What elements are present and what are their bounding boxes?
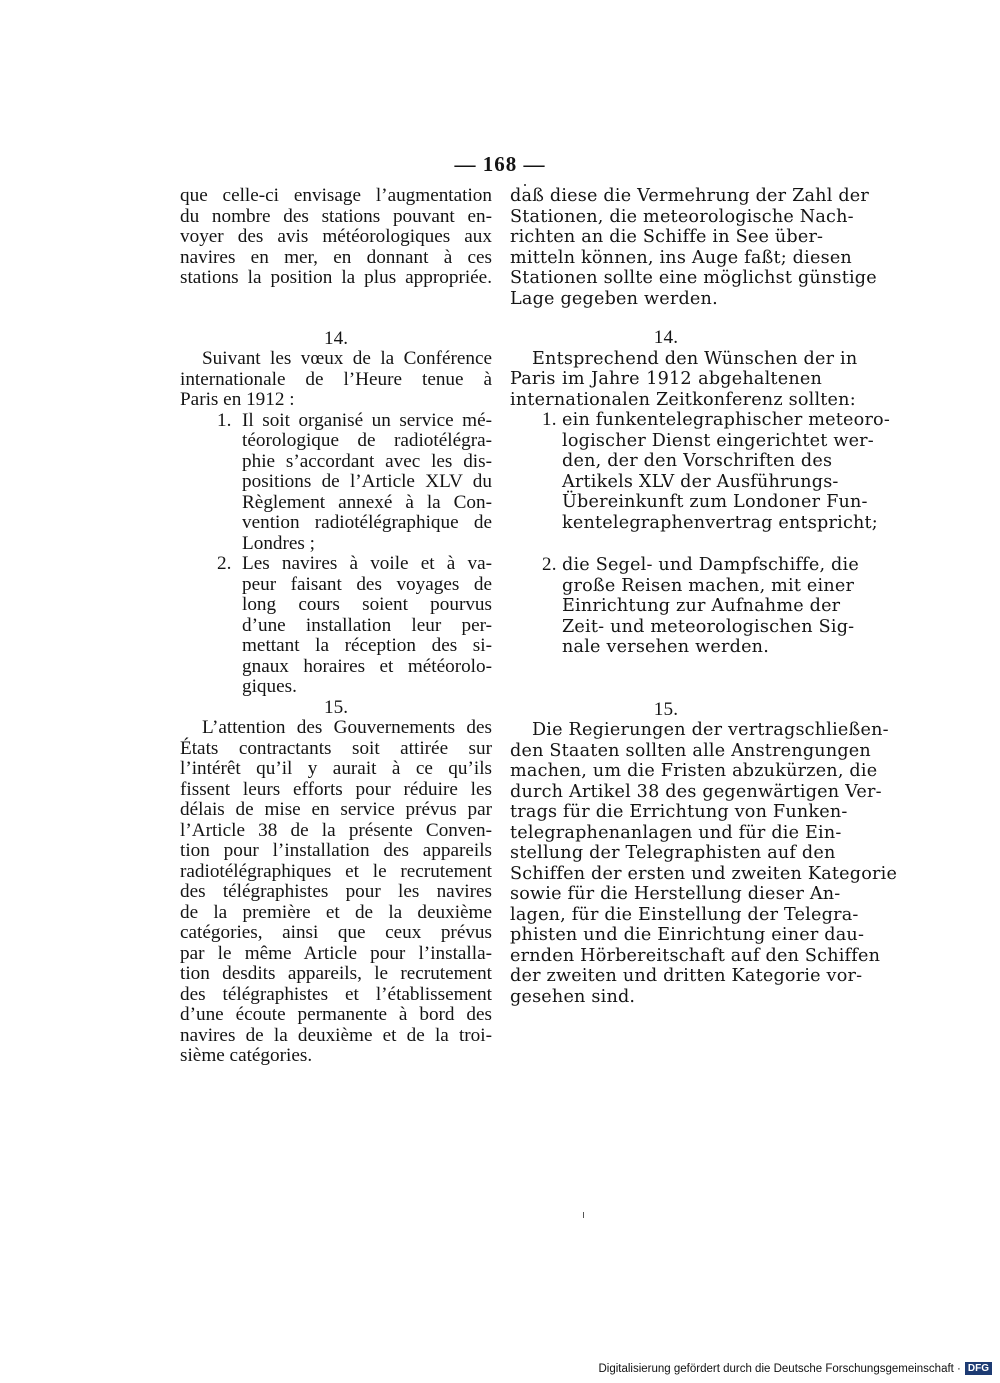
french-intro-paragraph [180,186,492,289]
text-line: Übereinkunft zum Londoner Fun- [562,492,868,512]
text-line: fissent leurs efforts pour réduire les [180,778,492,800]
footer-text: Digitalisierung gefördert durch die Deutsche Forschungsgemeinschaft · [598,1362,961,1375]
list-item-number: 2. [217,553,232,574]
text-line: ernden Hörbereitschaft auf den Schiffen [510,945,881,966]
text-line: große Reisen machen, mit einer [562,575,855,596]
scan-speck [583,1212,584,1218]
text-line: giques. [242,676,297,697]
french-list-item-2 [180,554,492,698]
text-line: navires de la deuxième et de la troi- [180,1024,492,1046]
text-line: trags für die Errichtung von Funken- [510,802,848,822]
text-line: l’intérêt qu’il y aurait à ce qu’ils [180,758,492,779]
text-line: kentelegraphenvertrag entspricht; [562,512,878,533]
text-line: richten an die Schiffe in See über- [510,227,824,247]
text-line: Schiffen der ersten und zweiten Kategorie [510,863,898,884]
text-line: téorologique de radiotélégra- [242,430,492,451]
digitization-footer [598,1362,992,1375]
scan-speck [524,184,526,186]
text-line: que celle-ci envisage l’augmentation [180,185,492,206]
list-item-number: 1. [542,409,557,430]
text-line: catégories, ainsi que ceux prévus [180,922,492,943]
german-section-15-paragraph [510,720,898,1007]
text-line: nale versehen werden. [562,637,770,657]
text-line: Paris im Jahre 1912 abgehaltenen [510,369,822,389]
french-section-14-lead [180,349,492,411]
german-intro-paragraph [510,186,877,309]
french-section-15-paragraph [180,718,492,1067]
section-14-heading: 14. [324,327,348,349]
text-line: Suivant les vœux de la Conférence [202,348,492,369]
section-15-heading: 15. [324,696,348,718]
text-line: telegraphenanlagen und für die Ein- [510,822,842,843]
german-list-item-2 [510,554,859,658]
text-line: tion pour l’installation des appareils [180,840,492,861]
section-15-heading: 15. [653,698,679,720]
german-section-14-lead [510,348,858,411]
text-line: Paris en 1912 : [180,389,295,410]
text-line: sowie für die Herstellung dieser An- [510,884,841,904]
text-line: vention radiotélégraphique de [242,512,492,533]
text-line: logischer Dienst eingerichtet wer- [562,430,874,451]
text-line: stations la position la plus appropriée. [180,267,492,288]
text-line: Entsprechend den Wünschen der in [532,348,858,369]
text-line: d’une écoute permanente à bord des [180,1004,492,1025]
text-line: du nombre des stations pouvant en- [180,205,492,227]
text-line: mitteln können, ins Auge faßt; diesen [510,247,852,268]
text-line: daß diese die Vermehrung der Zahl der [510,186,870,206]
text-line: den Staaten sollten alle Anstrengungen [510,740,871,761]
text-line: de la première et de la deuxième [180,901,492,923]
text-line: voyer des avis météorologiques aux [180,226,492,247]
text-line: phisten und die Einrichtung einer dau- [510,925,865,945]
text-line: internationalen Zeitkonferenz sollten: [510,389,856,410]
list-item-number: 2. [542,554,557,575]
text-line: ein funkentelegraphischer meteoro- [562,410,890,430]
text-line: positions de l’Article XLV du [242,471,492,492]
text-line: Londres ; [242,532,316,554]
text-line: États contractants soit attirée sur [180,737,492,759]
text-line: des télégraphistes et l’établissement [180,983,492,1005]
text-line: sième catégories. [180,1045,313,1066]
text-line: long cours soient pourvus [242,594,492,615]
text-line: Die Regierungen der vertragschließen- [532,720,889,740]
text-line: durch Artikel 38 des gegenwärtigen Ver- [510,781,882,802]
text-line: gnaux horaires et météorolo- [242,655,492,677]
text-line: des télégraphistes pour les navires [180,881,492,902]
text-line: Stationen sollte eine möglichst günstige [510,268,877,288]
text-line: der zweiten und dritten Kategorie vor- [510,966,863,986]
text-line: Artikels XLV der Ausführungs- [562,471,839,492]
text-line: Stationen, die meteorologische Nach- [510,206,854,227]
page-number: — 168 — [454,152,546,176]
section-14-heading: 14. [653,327,679,348]
text-line: Les navires à voile et à va- [242,553,492,574]
german-list-item-1 [510,409,890,533]
text-line: internationale de l’Heure tenue à [180,368,492,390]
text-line: stellung der Telegraphisten auf den [510,843,836,863]
text-line: peur faisant des voyages de [242,573,492,595]
text-line: phie s’accordant avec les dis- [242,450,492,472]
text-line: délais de mise en service prévus par [180,799,492,820]
text-line: den, der den Vorschriften des [562,451,833,471]
text-line: Règlement annexé à la Con- [242,491,492,513]
text-line: gesehen sind. [510,986,636,1007]
text-line: Einrichtung zur Aufnahme der [562,596,841,616]
french-list-item-1 [180,411,492,555]
text-line: lagen, für die Einstellung der Telegra- [510,904,859,925]
text-line: machen, um die Fristen abzukürzen, die [510,761,878,781]
text-line: radiotélégraphiques et le recrutement [180,860,492,882]
text-line: d’une installation leur per- [242,614,492,636]
list-item-number: 1. [217,409,232,431]
text-line: Lage gegeben werden. [510,288,718,309]
german-column [510,186,898,1007]
text-line: Il soit organisé un service mé- [242,409,492,431]
text-line: mettant la réception des si- [242,635,492,656]
text-line: par le même Article pour l’installa- [180,942,492,964]
text-line: l’Article 38 de la présente Conven- [180,819,492,841]
text-line: die Segel- und Dampfschiffe, die [562,555,859,575]
french-column [180,186,492,1067]
text-line: navires en mer, en donnant à ces [180,246,492,268]
text-line: L’attention des Gouvernements des [202,717,492,738]
text-line: Zeit- und meteorologischen Sig- [562,616,855,637]
text-line: tion desdits appareils, le recrutement [180,963,492,984]
dfg-logo: DFG [965,1362,992,1375]
